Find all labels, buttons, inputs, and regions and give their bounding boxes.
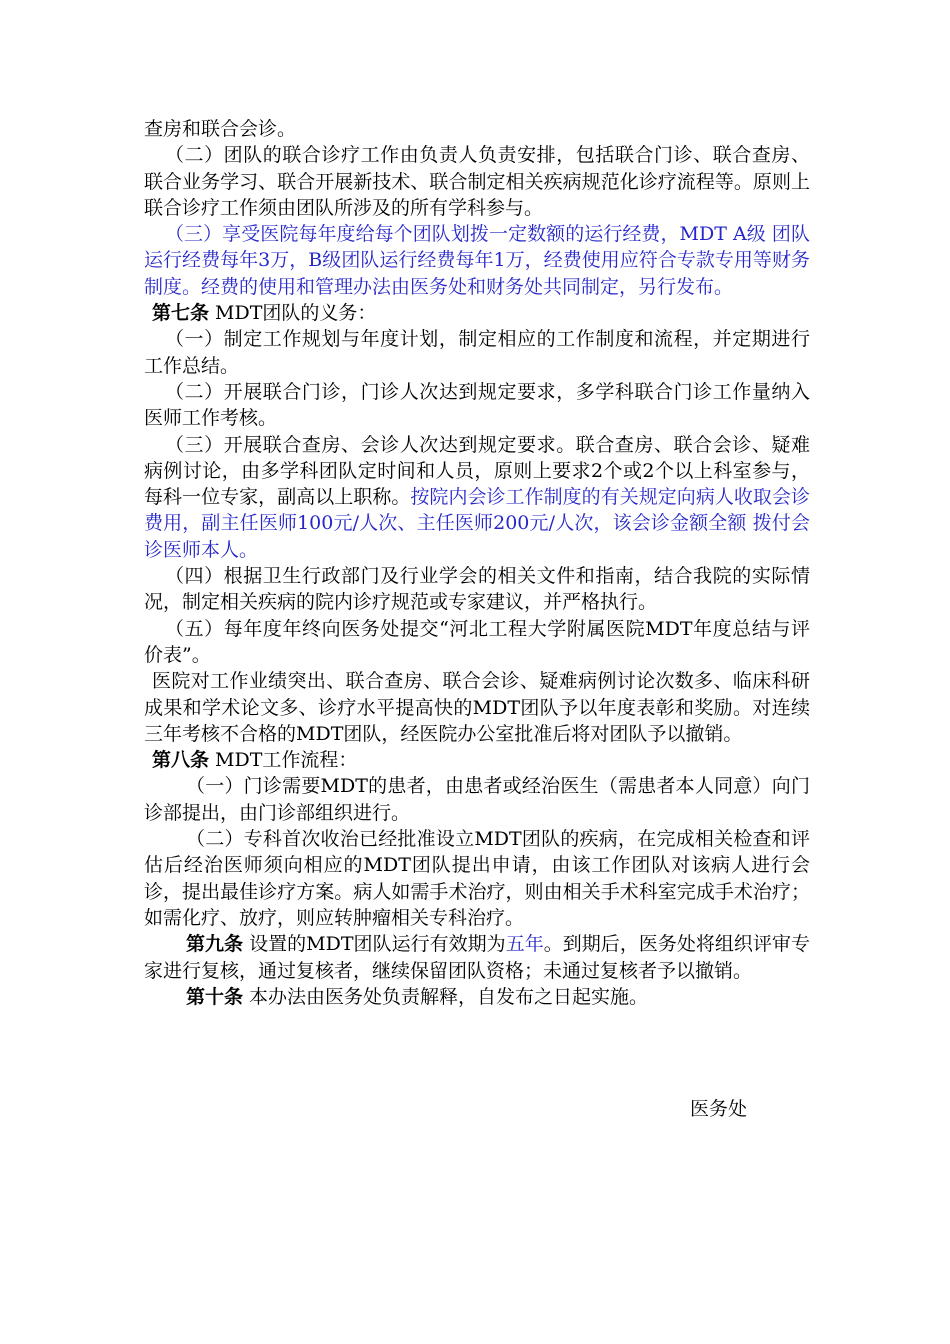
- consultation-text: （三）开展联合查房、会诊人次达到规定要求。联合查房、联合会诊、疑难病例讨论，由多学科团队定时间和人员，原则上要求2个或2个以上科室参与，每科一位专家，副高以上职称。: [144, 433, 810, 509]
- consultation-fee-text: 按院内会诊工作制度的有关规定向病人收取会诊费用，副主任医师100元/人次、主任医师200元/人次，该会诊金额全额 拨付会诊医师本人。: [144, 486, 810, 561]
- article-10-title: 第十条: [186, 985, 244, 1008]
- article-9-text-b: 。到期后，医务处将组织评审专家进行复核，通过复核者，继续保留团队资格；未通过复核者予以撤销。: [144, 933, 810, 982]
- paragraph-outpatient-flow: （一）门诊需要MDT的患者，由患者或经治医生（需患者本人同意）向门诊部提出，由门诊部组织进行。: [144, 775, 810, 824]
- paragraph-consultation: [144, 432, 810, 563]
- paragraph-annual-report: （五）每年度年终向医务处提交“河北工程大学附属医院MDT年度总结与评价表”。: [144, 617, 810, 666]
- paragraph-joint-clinic: （二）开展联合门诊，门诊人次达到规定要求，多学科联合门诊工作量纳入医师工作考核。: [144, 380, 810, 430]
- article-9: [144, 931, 810, 984]
- article-8-title: 第八条: [152, 749, 210, 772]
- article-9-highlight: 五年: [505, 933, 544, 956]
- signature: 医务处: [690, 1098, 748, 1120]
- article-7-title: 第七条: [152, 302, 210, 325]
- paragraph-work-plan: （一）制定工作规划与年度计划，制定相应的工作制度和流程，并定期进行工作总结。: [144, 328, 810, 377]
- article-10-text: 本办法由医务处负责解释，自发布之日起实施。: [243, 985, 649, 1008]
- article-9-title: 第九条: [186, 933, 244, 956]
- article-7-text: MDT团队的义务：: [209, 302, 377, 325]
- paragraph-continuation: 查房和联合会诊。: [144, 118, 297, 140]
- article-9-text-a: 设置的MDT团队运行有效期为: [243, 933, 506, 956]
- paragraph-inpatient-flow: （二）专科首次收治已经批准设立MDT团队的疾病，在完成相关检查和评估后经治医师须向相应的MDT团队提出申请，由该工作团队对该病人进行会诊，提出最佳诊疗方案。病人如需手术治疗，则由相关手术科室完成手术治疗；如需化疗、放疗，则应转肿瘤相关专科治疗。: [144, 828, 810, 929]
- paragraph-awards: 医院对工作业绩突出、联合查房、联合会诊、疑难病例讨论次数多、临床科研成果和学术论文多、诊疗水平提高快的MDT团队予以年度表彰和奖励。对连续三年考核不合格的MDT团队，经医院办公室批准后将对团队予以撤销。: [144, 670, 810, 745]
- paragraph-funding: （三）享受医院每年度给每个团队划拨一定数额的运行经费，MDT A级 团队运行经费每年3万，B级团队运行经费每年1万，经费使用应符合专款专用等财务制度。经费的使用和管理办法由医务处和财务处共同制定，另行发布。: [144, 223, 810, 298]
- paragraph-joint-treatment: （二）团队的联合诊疗工作由负责人负责安排，包括联合门诊、联合查房、联合业务学习、联合开展新技术、联合制定相关疾病规范化诊疗流程等。原则上联合诊疗工作须由团队所涉及的所有学科参与。: [144, 144, 810, 219]
- paragraph-guidelines: （四）根据卫生行政部门及行业学会的相关文件和指南，结合我院的实际情况，制定相关疾病的院内诊疗规范或专家建议，并严格执行。: [144, 565, 810, 614]
- article-8-text: MDT工作流程：: [209, 749, 358, 772]
- article-8-heading: [144, 747, 810, 773]
- document-body: [144, 116, 810, 1010]
- article-7-heading: [144, 300, 810, 326]
- article-10: [144, 984, 810, 1010]
